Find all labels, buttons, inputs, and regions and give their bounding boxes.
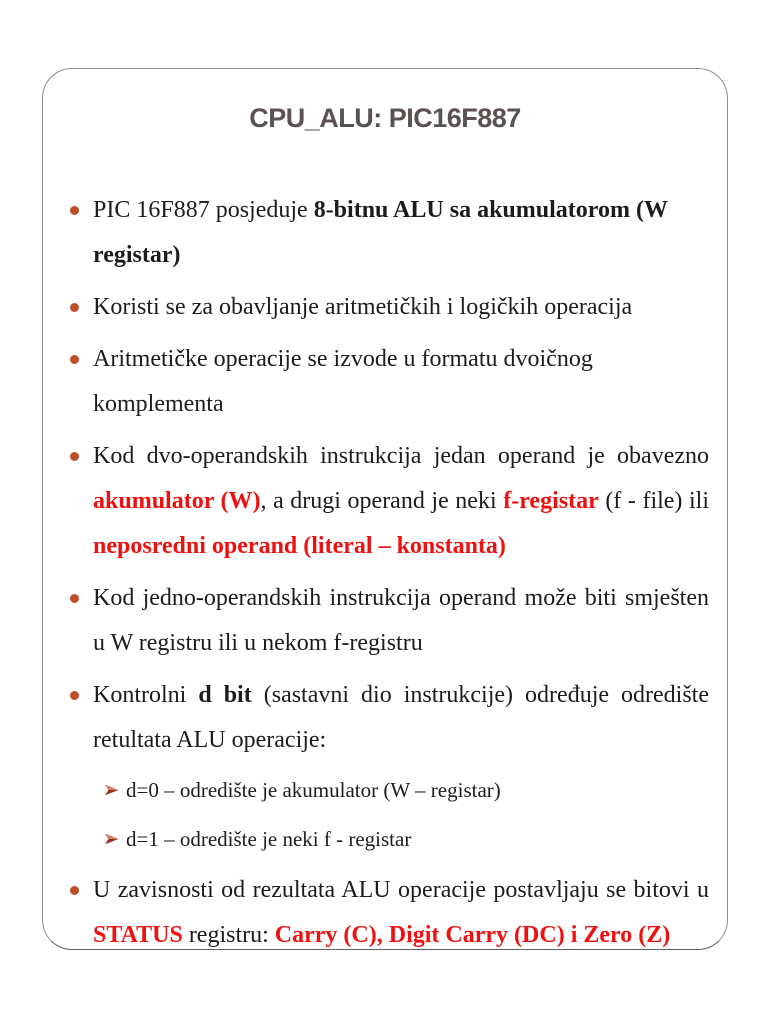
bullet-item	[93, 673, 709, 763]
text-run: akumulator (W)	[93, 488, 261, 514]
round-dot-icon	[70, 691, 79, 700]
bullet-text	[93, 337, 709, 427]
bullet-text	[93, 576, 709, 666]
text-run: d bit	[198, 682, 252, 708]
text-run: (f - file) ili	[598, 488, 710, 514]
text-run: Carry (C), Digit Carry (DC) i Zero (Z)	[274, 922, 671, 948]
bullet-item	[93, 576, 709, 666]
bullet-item	[93, 868, 709, 958]
bullet-text	[126, 770, 709, 810]
bullet-text	[126, 819, 709, 859]
text-run: Aritmetičke operacije se izvode u formatu dvoičnog komplementa	[93, 346, 593, 417]
sub-bullet-item	[126, 819, 709, 859]
text-run: (sastavni dio instrukcije) određuje odredište retultata ALU operacije:	[93, 682, 710, 753]
bullet-item	[93, 285, 709, 330]
sub-bullet-item	[126, 770, 709, 810]
bullet-text	[93, 285, 709, 330]
text-run: d=0 – odredište je akumulator (W – registar)	[126, 778, 501, 802]
text-run: Kod dvo-operandskih instrukcija jedan operand je obavezno	[93, 443, 709, 469]
round-dot-icon	[70, 206, 79, 215]
bullet-item	[93, 434, 709, 569]
slide-title: CPU_ALU: PIC16F887	[249, 103, 521, 133]
text-run: 8-bitnu ALU sa akumulatorom (W registar)	[93, 197, 668, 268]
text-run: Kod jedno-operandskih instrukcija operand može biti smješten u W registru ili u nekom f-registru	[93, 585, 709, 656]
bullet-list	[43, 188, 727, 958]
text-run: f-registar	[503, 488, 599, 514]
round-dot-icon	[70, 886, 79, 895]
text-run: Kontrolni	[93, 682, 199, 708]
text-run: registru:	[182, 922, 275, 948]
bullet-text	[93, 673, 709, 763]
text-run: STATUS	[93, 922, 183, 948]
round-dot-icon	[70, 452, 79, 461]
text-run: PIC 16F887 posjeduje	[93, 197, 314, 223]
bullet-text	[93, 868, 709, 958]
arrowhead-icon	[105, 783, 119, 797]
round-dot-icon	[70, 303, 79, 312]
text-run: d=1 – odredište je neki f - registar	[126, 827, 412, 851]
bullet-item	[93, 337, 709, 427]
text-run: neposredni operand (literal – konstanta)	[93, 533, 506, 559]
text-run: Koristi se za obavljanje aritmetičkih i logičkih operacija	[93, 294, 633, 320]
text-run: , a drugi operand je neki	[260, 488, 504, 514]
round-dot-icon	[70, 594, 79, 603]
bullet-text	[93, 188, 709, 278]
bullet-item	[93, 188, 709, 278]
text-run: U zavisnosti od rezultata ALU operacije postavljaju se bitovi u	[93, 877, 709, 903]
arrowhead-icon	[105, 832, 119, 846]
bullet-text	[93, 434, 709, 569]
slide	[42, 68, 728, 950]
round-dot-icon	[70, 355, 79, 364]
